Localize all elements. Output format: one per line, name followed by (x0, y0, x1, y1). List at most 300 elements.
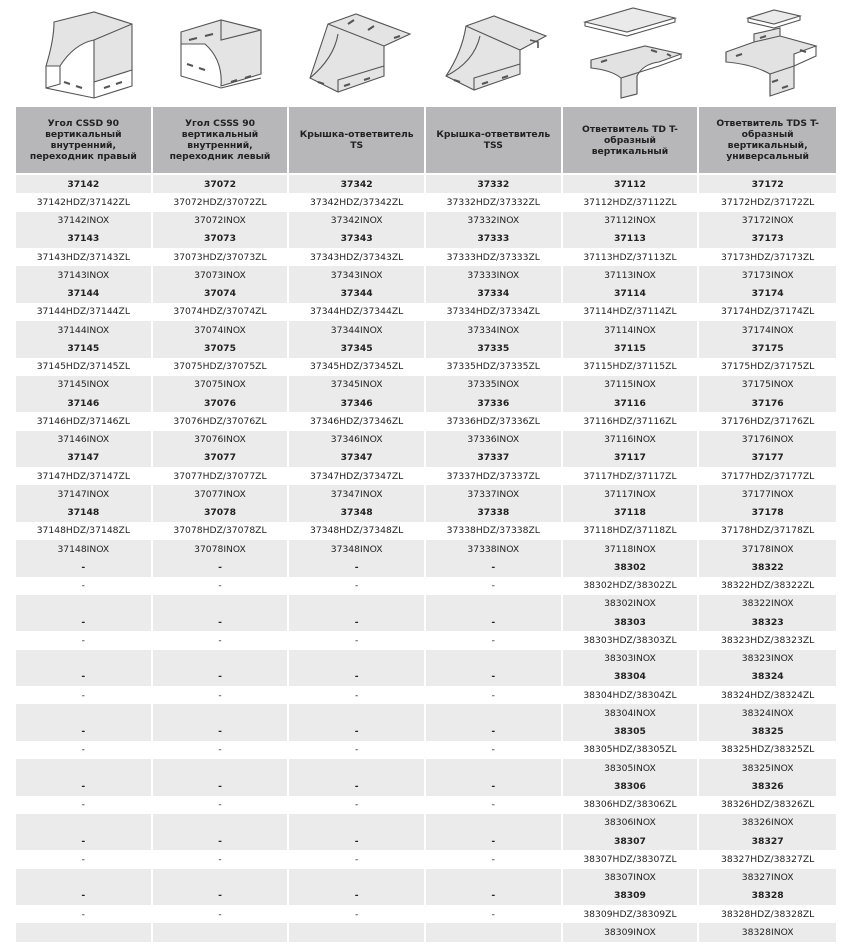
table-cell: 38306INOX (563, 814, 700, 832)
td-tee-vertical-icon (571, 4, 691, 102)
table-cell: 37344 (289, 285, 426, 303)
table-cell: - (153, 668, 290, 686)
table-cell: 37342 (289, 175, 426, 193)
table-cell: - (426, 613, 563, 631)
table-cell (426, 923, 563, 941)
table-cell: 37144HDZ/37144ZL (16, 303, 153, 321)
table-cell: 38322INOX (699, 595, 836, 613)
table-cell: - (289, 741, 426, 759)
table-header-row (16, 107, 836, 173)
table-cell: 38324INOX (699, 704, 836, 722)
product-images-row (16, 0, 836, 106)
table-cell: 37117INOX (563, 485, 700, 503)
table-cell: 38303HDZ/38303ZL (563, 631, 700, 649)
table-cell: - (16, 887, 153, 905)
table-cell: 37344INOX (289, 321, 426, 339)
table-cell: 37173HDZ/37173ZL (699, 248, 836, 266)
table-cell: 38307INOX (563, 869, 700, 887)
inox-variant-row (16, 650, 836, 668)
table-cell: 37114HDZ/37114ZL (563, 303, 700, 321)
table-cell: 37074 (153, 285, 290, 303)
table-cell: 37073INOX (153, 266, 290, 284)
table-cell (153, 923, 290, 941)
column-header: Ответвитель TDS T-образный вертикальный, универсальный (699, 107, 836, 173)
article-row (16, 723, 836, 741)
table-cell: - (289, 850, 426, 868)
galvanized-variant-row (16, 358, 836, 376)
table-cell: - (16, 850, 153, 868)
table-cell: 37172HDZ/37172ZL (699, 193, 836, 211)
table-cell: 37073HDZ/37073ZL (153, 248, 290, 266)
table-cell (153, 704, 290, 722)
table-cell: - (16, 796, 153, 814)
table-cell: 37115HDZ/37115ZL (563, 358, 700, 376)
table-cell: 37116INOX (563, 431, 700, 449)
table-cell: 37118INOX (563, 540, 700, 558)
table-cell: 37346INOX (289, 431, 426, 449)
table-cell: 37174INOX (699, 321, 836, 339)
table-cell: 37112 (563, 175, 700, 193)
table-cell: 37336INOX (426, 431, 563, 449)
inox-variant-row (16, 376, 836, 394)
table-cell: 37142HDZ/37142ZL (16, 193, 153, 211)
table-cell: 38305INOX (563, 759, 700, 777)
table-cell: 37347 (289, 449, 426, 467)
product-spec-table (16, 107, 836, 942)
table-cell: - (16, 741, 153, 759)
table-cell: 37336 (426, 394, 563, 412)
table-cell: 37332 (426, 175, 563, 193)
table-cell (153, 595, 290, 613)
table-cell: 38302INOX (563, 595, 700, 613)
table-cell: - (153, 796, 290, 814)
table-cell: 37335 (426, 339, 563, 357)
table-cell: 37337 (426, 449, 563, 467)
table-cell: 37176HDZ/37176ZL (699, 412, 836, 430)
table-cell: 37146INOX (16, 431, 153, 449)
galvanized-variant-row (16, 850, 836, 868)
branch-cover-tss-icon (434, 4, 554, 102)
inox-variant-row (16, 485, 836, 503)
table-cell: - (289, 723, 426, 741)
table-cell: 38306HDZ/38306ZL (563, 796, 700, 814)
galvanized-variant-row (16, 686, 836, 704)
table-cell: 37338HDZ/37338ZL (426, 522, 563, 540)
table-cell: - (16, 832, 153, 850)
table-cell: 38307 (563, 832, 700, 850)
table-cell: 37336HDZ/37336ZL (426, 412, 563, 430)
table-cell: - (16, 631, 153, 649)
table-cell: - (426, 631, 563, 649)
article-row (16, 613, 836, 631)
table-cell: 37348 (289, 504, 426, 522)
table-cell: 37112INOX (563, 212, 700, 230)
table-cell (16, 595, 153, 613)
table-cell: 37144INOX (16, 321, 153, 339)
table-cell: 37176INOX (699, 431, 836, 449)
table-cell: 38305HDZ/38305ZL (563, 741, 700, 759)
table-cell: - (153, 577, 290, 595)
table-cell: 37347INOX (289, 485, 426, 503)
table-cell: 37177HDZ/37177ZL (699, 467, 836, 485)
table-cell: 37074HDZ/37074ZL (153, 303, 290, 321)
table-cell: 38303INOX (563, 650, 700, 668)
article-row (16, 504, 836, 522)
table-cell: 37112HDZ/37112ZL (563, 193, 700, 211)
table-cell: 37348HDZ/37348ZL (289, 522, 426, 540)
branch-cover-ts-icon (298, 4, 418, 102)
column-header: Ответвитель TD T-образный вертикальный (563, 107, 700, 173)
table-cell: 37143 (16, 230, 153, 248)
table-cell: 37116 (563, 394, 700, 412)
table-cell: 37114INOX (563, 321, 700, 339)
table-cell: 37145HDZ/37145ZL (16, 358, 153, 376)
table-cell: 38326 (699, 777, 836, 795)
table-cell: 38324HDZ/38324ZL (699, 686, 836, 704)
table-cell: 37177INOX (699, 485, 836, 503)
table-cell: - (289, 887, 426, 905)
table-cell: 38328INOX (699, 923, 836, 941)
table-cell: 37078 (153, 504, 290, 522)
table-cell: 37343HDZ/37343ZL (289, 248, 426, 266)
table-cell: - (153, 631, 290, 649)
table-cell (153, 814, 290, 832)
table-cell: 37076INOX (153, 431, 290, 449)
table-cell: 37177 (699, 449, 836, 467)
table-cell: 37143HDZ/37143ZL (16, 248, 153, 266)
article-row (16, 777, 836, 795)
table-cell: 37072INOX (153, 212, 290, 230)
table-cell: 37074INOX (153, 321, 290, 339)
table-cell: - (153, 777, 290, 795)
table-cell: 37147INOX (16, 485, 153, 503)
table-cell (426, 650, 563, 668)
table-cell: - (16, 613, 153, 631)
galvanized-variant-row (16, 248, 836, 266)
article-row (16, 394, 836, 412)
table-cell: 37077HDZ/37077ZL (153, 467, 290, 485)
table-cell: - (153, 850, 290, 868)
table-cell: - (289, 832, 426, 850)
table-cell (289, 869, 426, 887)
table-cell: 37072HDZ/37072ZL (153, 193, 290, 211)
table-cell: 38304INOX (563, 704, 700, 722)
table-cell: 37173 (699, 230, 836, 248)
table-cell: - (426, 887, 563, 905)
table-cell: 37077 (153, 449, 290, 467)
table-cell: 37343INOX (289, 266, 426, 284)
article-row (16, 230, 836, 248)
table-cell: - (16, 668, 153, 686)
inox-variant-row (16, 321, 836, 339)
galvanized-variant-row (16, 631, 836, 649)
table-cell: 37333HDZ/37333ZL (426, 248, 563, 266)
table-cell: 37115 (563, 339, 700, 357)
table-cell: 37115INOX (563, 376, 700, 394)
table-cell: - (426, 686, 563, 704)
table-cell: 37176 (699, 394, 836, 412)
table-cell: 37145 (16, 339, 153, 357)
table-cell: 38323INOX (699, 650, 836, 668)
article-row (16, 339, 836, 357)
table-cell (426, 704, 563, 722)
table-cell: - (153, 613, 290, 631)
inox-variant-row (16, 212, 836, 230)
table-cell: - (289, 631, 426, 649)
table-cell: 37334INOX (426, 321, 563, 339)
table-cell: 38325 (699, 723, 836, 741)
inox-variant-row (16, 869, 836, 887)
table-cell: 38303 (563, 613, 700, 631)
table-cell: 37344HDZ/37344ZL (289, 303, 426, 321)
table-cell: 37072 (153, 175, 290, 193)
table-cell: 37146HDZ/37146ZL (16, 412, 153, 430)
table-cell: 37078HDZ/37078ZL (153, 522, 290, 540)
table-cell: 37346HDZ/37346ZL (289, 412, 426, 430)
vertical-inner-elbow-left-icon (161, 4, 281, 102)
table-cell: - (153, 686, 290, 704)
table-cell: - (16, 777, 153, 795)
table-cell (426, 759, 563, 777)
table-cell: - (426, 777, 563, 795)
article-row (16, 832, 836, 850)
table-cell: 38306 (563, 777, 700, 795)
galvanized-variant-row (16, 193, 836, 211)
table-cell: - (289, 668, 426, 686)
table-cell: 37113 (563, 230, 700, 248)
table-cell (289, 923, 426, 941)
galvanized-variant-row (16, 303, 836, 321)
table-cell: 37178HDZ/37178ZL (699, 522, 836, 540)
galvanized-variant-row (16, 577, 836, 595)
table-cell: 38309 (563, 887, 700, 905)
table-cell (153, 650, 290, 668)
table-cell: 37145INOX (16, 376, 153, 394)
table-cell: - (153, 887, 290, 905)
table-cell: - (289, 796, 426, 814)
galvanized-variant-row (16, 467, 836, 485)
table-cell: - (426, 723, 563, 741)
table-cell: 37337INOX (426, 485, 563, 503)
table-cell: - (153, 832, 290, 850)
table-cell (16, 923, 153, 941)
table-cell (289, 814, 426, 832)
vertical-inner-elbow-right-icon (24, 4, 144, 102)
table-cell (426, 595, 563, 613)
table-cell: 38327INOX (699, 869, 836, 887)
table-cell: 37333INOX (426, 266, 563, 284)
inox-variant-row (16, 540, 836, 558)
table-cell: 38324 (699, 668, 836, 686)
table-cell: 37332INOX (426, 212, 563, 230)
table-cell: 37332HDZ/37332ZL (426, 193, 563, 211)
table-cell: 37142 (16, 175, 153, 193)
table-cell: - (289, 905, 426, 923)
table-cell: - (289, 777, 426, 795)
table-cell: - (153, 723, 290, 741)
column-header: Угол CSSD 90 вертикальный внутренний, переходник правый (16, 107, 153, 173)
table-cell: 38325INOX (699, 759, 836, 777)
table-cell: - (289, 577, 426, 595)
table-cell (289, 595, 426, 613)
table-cell: 38302HDZ/38302ZL (563, 577, 700, 595)
table-cell: 37338 (426, 504, 563, 522)
table-cell: 38327 (699, 832, 836, 850)
tds-tee-universal-icon (708, 4, 828, 102)
table-cell: 37142INOX (16, 212, 153, 230)
table-cell: - (426, 850, 563, 868)
table-cell: 37334 (426, 285, 563, 303)
table-cell: 37147HDZ/37147ZL (16, 467, 153, 485)
inox-variant-row (16, 759, 836, 777)
table-cell: 38323HDZ/38323ZL (699, 631, 836, 649)
table-cell: 37347HDZ/37347ZL (289, 467, 426, 485)
table-cell: 37073 (153, 230, 290, 248)
table-cell: 38302 (563, 558, 700, 576)
table-cell: 37077INOX (153, 485, 290, 503)
table-cell: 37075INOX (153, 376, 290, 394)
table-cell: 38326INOX (699, 814, 836, 832)
table-cell: - (153, 905, 290, 923)
table-cell: - (153, 741, 290, 759)
table-cell: 37174HDZ/37174ZL (699, 303, 836, 321)
table-cell: 37075 (153, 339, 290, 357)
table-cell: 37345INOX (289, 376, 426, 394)
table-cell (16, 869, 153, 887)
table-cell: - (16, 686, 153, 704)
table-cell: 38304HDZ/38304ZL (563, 686, 700, 704)
table-cell: 38309HDZ/38309ZL (563, 905, 700, 923)
table-cell: - (426, 905, 563, 923)
table-cell (289, 704, 426, 722)
table-cell: 37148INOX (16, 540, 153, 558)
table-cell: 37117 (563, 449, 700, 467)
galvanized-variant-row (16, 741, 836, 759)
table-cell: 38322HDZ/38322ZL (699, 577, 836, 595)
table-cell: 38307HDZ/38307ZL (563, 850, 700, 868)
table-cell: - (16, 577, 153, 595)
table-cell: - (289, 686, 426, 704)
table-cell (426, 869, 563, 887)
table-cell: 37078INOX (153, 540, 290, 558)
table-cell: 37118HDZ/37118ZL (563, 522, 700, 540)
table-cell: 37333 (426, 230, 563, 248)
table-cell: 37337HDZ/37337ZL (426, 467, 563, 485)
inox-variant-row (16, 266, 836, 284)
table-cell: 37118 (563, 504, 700, 522)
table-cell: 37116HDZ/37116ZL (563, 412, 700, 430)
galvanized-variant-row (16, 905, 836, 923)
article-row (16, 668, 836, 686)
table-cell: 37173INOX (699, 266, 836, 284)
table-cell: 38328 (699, 887, 836, 905)
table-cell: 37343 (289, 230, 426, 248)
table-cell: - (16, 905, 153, 923)
table-cell (426, 814, 563, 832)
table-cell: 37174 (699, 285, 836, 303)
table-cell: 37335HDZ/37335ZL (426, 358, 563, 376)
table-cell (289, 650, 426, 668)
article-row (16, 285, 836, 303)
table-cell: 37117HDZ/37117ZL (563, 467, 700, 485)
table-cell: 37172INOX (699, 212, 836, 230)
article-row (16, 449, 836, 467)
table-cell: - (426, 796, 563, 814)
table-cell: - (16, 558, 153, 576)
table-cell: 38305 (563, 723, 700, 741)
table-cell: - (153, 558, 290, 576)
table-cell: 37175HDZ/37175ZL (699, 358, 836, 376)
table-cell: - (16, 723, 153, 741)
table-cell: - (289, 613, 426, 631)
table-cell: - (426, 577, 563, 595)
galvanized-variant-row (16, 522, 836, 540)
table-cell: - (426, 741, 563, 759)
table-cell: 37338INOX (426, 540, 563, 558)
inox-variant-row (16, 431, 836, 449)
table-cell: 37345 (289, 339, 426, 357)
table-cell: 37148HDZ/37148ZL (16, 522, 153, 540)
table-cell: 37172 (699, 175, 836, 193)
table-cell: 38322 (699, 558, 836, 576)
table-cell: 38325HDZ/38325ZL (699, 741, 836, 759)
table-cell: - (289, 558, 426, 576)
table-cell: 37113HDZ/37113ZL (563, 248, 700, 266)
table-cell (16, 650, 153, 668)
table-cell: 37175 (699, 339, 836, 357)
table-cell: 37342HDZ/37342ZL (289, 193, 426, 211)
table-cell: 37178 (699, 504, 836, 522)
table-cell: - (426, 558, 563, 576)
table-cell: 38328HDZ/38328ZL (699, 905, 836, 923)
table-cell: 37075HDZ/37075ZL (153, 358, 290, 376)
table-cell: 37114 (563, 285, 700, 303)
galvanized-variant-row (16, 412, 836, 430)
table-cell: 37076HDZ/37076ZL (153, 412, 290, 430)
table-cell: 37148 (16, 504, 153, 522)
table-cell: 37345HDZ/37345ZL (289, 358, 426, 376)
table-cell: 37334HDZ/37334ZL (426, 303, 563, 321)
table-cell (153, 869, 290, 887)
table-cell (16, 814, 153, 832)
inox-variant-row (16, 814, 836, 832)
column-header: Крышка-ответвитель TSS (426, 107, 563, 173)
table-cell: 38326HDZ/38326ZL (699, 796, 836, 814)
table-cell: 37348INOX (289, 540, 426, 558)
column-header: Крышка-ответвитель TS (289, 107, 426, 173)
table-cell (16, 759, 153, 777)
table-cell: 38327HDZ/38327ZL (699, 850, 836, 868)
table-cell (16, 704, 153, 722)
inox-variant-row (16, 923, 836, 941)
column-header: Угол CSSS 90 вертикальный внутренний, переходник левый (153, 107, 290, 173)
table-cell: 37346 (289, 394, 426, 412)
galvanized-variant-row (16, 796, 836, 814)
table-cell: 37143INOX (16, 266, 153, 284)
table-cell: 38309INOX (563, 923, 700, 941)
article-row (16, 175, 836, 193)
table-cell: 37076 (153, 394, 290, 412)
table-cell: 38304 (563, 668, 700, 686)
table-cell (153, 759, 290, 777)
inox-variant-row (16, 704, 836, 722)
article-row (16, 887, 836, 905)
table-cell: 37147 (16, 449, 153, 467)
table-cell: 37175INOX (699, 376, 836, 394)
table-cell: 38323 (699, 613, 836, 631)
table-cell: - (426, 668, 563, 686)
table-cell: - (426, 832, 563, 850)
